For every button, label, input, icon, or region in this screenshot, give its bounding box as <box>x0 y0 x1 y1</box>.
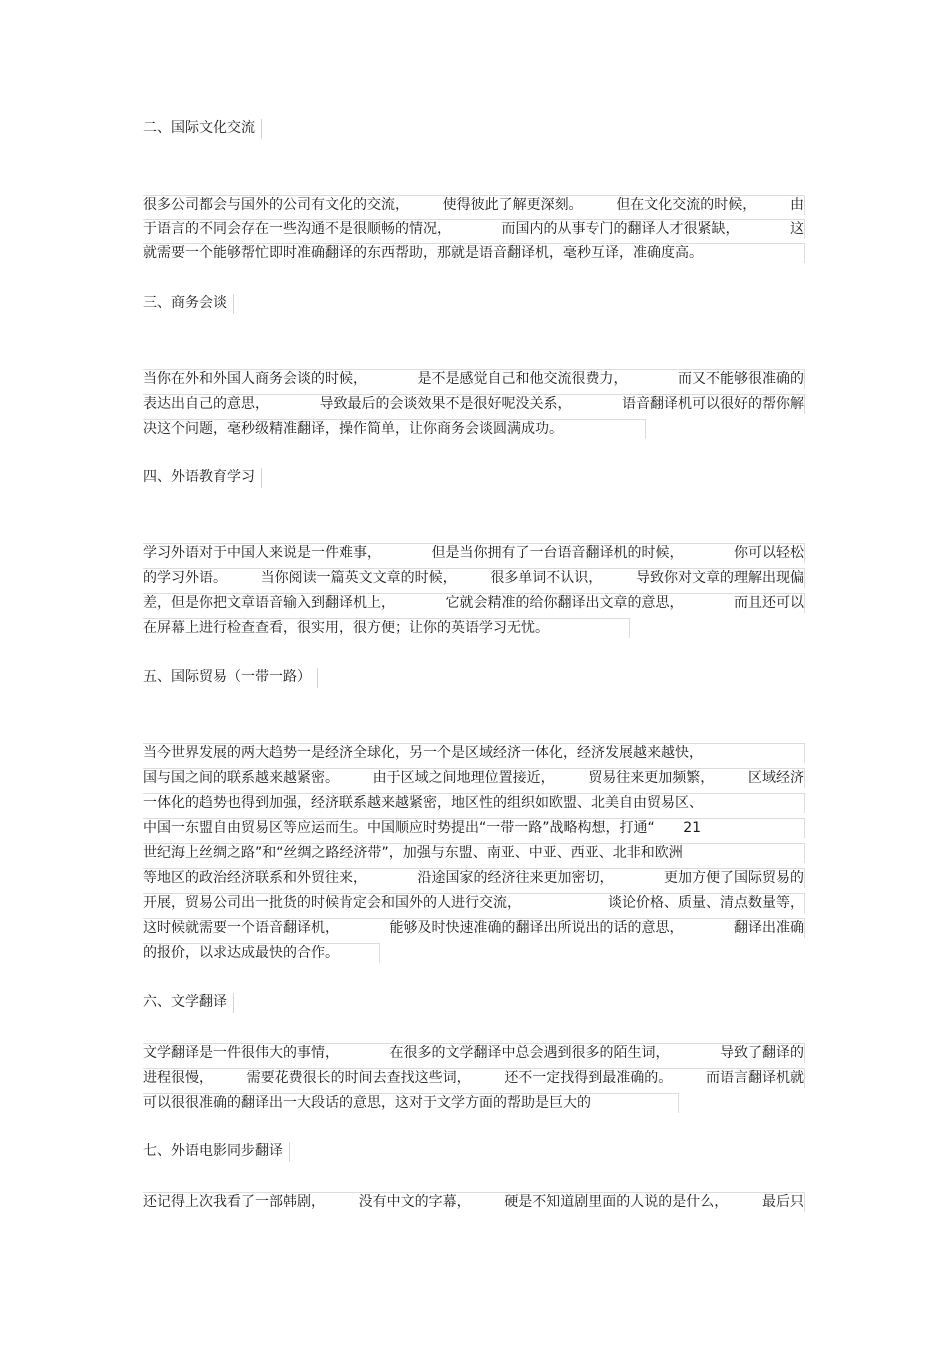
text-segment: 区域经济 <box>747 770 804 786</box>
text-segment: 由于区域之间地理位置接近， <box>372 770 555 786</box>
text-segment: 但是当你拥有了一台语音翻译机的时候， <box>431 545 684 561</box>
text-segment: 翻译出准确 <box>734 920 804 936</box>
text-segment: 而国内的从事专门的翻译人才很紧缺， <box>501 221 740 237</box>
section-heading: 二、国际文化交流 <box>143 119 262 139</box>
text-segment: 导致你对文章的理解出现偏 <box>635 570 804 586</box>
text-segment: 贸易往来更加频繁， <box>588 770 715 786</box>
text-segment: 你可以轻松 <box>734 545 804 561</box>
text-segment: 进程很慢， <box>143 1070 213 1086</box>
paragraph-line <box>143 943 380 963</box>
text-segment: 就需要一个能够帮忙即时准确翻译的东西帮助，那就是语音翻译机，毫秒互译，准确度高。 <box>143 245 703 261</box>
text-segment: 当今世界发展的两大趋势一是经济全球化，另一个是区域经济一体化，经济发展越来越快， <box>143 745 703 761</box>
section-heading: 四、外语教育学习 <box>143 468 262 488</box>
text-segment: 可以很很准确的翻译出一大段话的意思，这对于文学方面的帮助是巨大的 <box>143 1095 591 1111</box>
text-segment: 由 <box>789 197 804 213</box>
paragraph-line <box>143 243 805 263</box>
text-segment: 的学习外语。 <box>143 570 227 586</box>
text-segment: 而且还可以 <box>734 595 804 611</box>
paragraph-line <box>143 394 805 414</box>
text-segment: 的报价，以求达成最快的合作。 <box>143 945 339 961</box>
paragraph-line <box>143 219 805 239</box>
paragraph-line <box>143 793 805 813</box>
paragraph-line <box>143 1192 805 1212</box>
text-segment: 是不是感觉自己和他交流很费力， <box>417 371 628 387</box>
text-segment: 还记得上次我看了一部韩剧， <box>143 1194 325 1210</box>
text-segment: 需要花费很长的时间去查找这些词， <box>246 1070 471 1086</box>
paragraph-line <box>143 543 805 563</box>
paragraph-line <box>143 1068 805 1088</box>
paragraph-line <box>143 743 805 763</box>
text-segment: 导致最后的会谈效果不是很好呢没关系， <box>319 396 572 412</box>
paragraph-line <box>143 593 805 613</box>
text-segment: 没有中文的字幕， <box>358 1194 471 1210</box>
text-segment: 在屏幕上进行检查查看，很实用，很方便；让你的英语学习无忧。 <box>143 620 549 636</box>
text-segment: 而语言翻译机就 <box>705 1070 804 1086</box>
paragraph-line <box>143 843 805 863</box>
text-segment: 更加方便了国际贸易的 <box>664 870 804 886</box>
paragraph-line <box>143 918 805 938</box>
text-segment: 于语言的不同会存在一些沟通不是很顺畅的情况， <box>143 221 451 237</box>
paragraph-line <box>143 893 805 913</box>
paragraph-line <box>143 1043 805 1063</box>
text-segment: 中国一东盟自由贸易区等应运而生。中国顺应时势提出“一带一路”战略构想，打通“ <box>143 820 655 836</box>
section-heading: 六、文学翻译 <box>143 993 234 1013</box>
paragraph-line <box>143 369 805 389</box>
text-segment: 导致了翻译的 <box>720 1045 804 1061</box>
paragraph-line <box>143 195 805 215</box>
text-segment: 等地区的政治经济联系和外贸往来， <box>143 870 367 886</box>
text-segment: 还不一定找得到最准确的。 <box>504 1070 673 1086</box>
text-segment: 在很多的文学翻译中总会遇到很多的陌生词， <box>389 1045 670 1061</box>
paragraph-line <box>143 419 646 439</box>
text-segment: 最后只 <box>761 1194 804 1210</box>
section-heading: 五、国际贸易（一带一路） <box>143 668 318 688</box>
text-segment: 这 <box>790 221 804 237</box>
paragraph-line <box>143 818 805 838</box>
text-segment: 能够及时快速准确的翻译出所说出的话的意思， <box>389 920 684 936</box>
text-segment: 很多单词不认识， <box>490 570 603 586</box>
paragraph-line <box>143 868 805 888</box>
text-segment: 谈论价格、质量、清点数量等， <box>608 895 804 911</box>
text-segment: 开展，贸易公司出一批货的时候肯定会和国外的人进行交流， <box>143 895 521 911</box>
text-segment: 沿途国家的经济往来更加密切， <box>417 870 614 886</box>
paragraph-line <box>143 568 805 588</box>
text-segment: 硬是不知道剧里面的人说的是什么， <box>504 1194 729 1210</box>
text-segment: 而又不能够很准确的 <box>678 371 804 387</box>
text-segment: 21 <box>683 820 702 836</box>
text-segment: 当你阅读一篇英文文章的时候， <box>260 570 457 586</box>
section-heading: 七、外语电影同步翻译 <box>143 1142 290 1162</box>
paragraph-line <box>143 618 630 638</box>
text-segment: 语音翻译机可以很好的帮你解 <box>622 396 804 412</box>
text-segment: 差，但是你把文章语音输入到翻译机上， <box>143 595 395 611</box>
text-segment: 一体化的趋势也得到加强，经济联系越来越紧密，地区性的组织如欧盟、北美自由贸易区、 <box>143 795 703 811</box>
section-heading: 三、商务会谈 <box>143 294 234 314</box>
text-segment: 使得彼此了解更深刻。 <box>442 197 583 213</box>
text-segment: 表达出自己的意思， <box>143 396 269 412</box>
text-segment: 学习外语对于中国人来说是一件难事， <box>143 545 381 561</box>
text-segment: 但在文化交流的时候， <box>616 197 757 213</box>
text-segment: 很多公司都会与国外的公司有文化的交流， <box>143 197 409 213</box>
text-segment: 世纪海上丝绸之路”和“丝绸之路经济带”，加强与东盟、南亚、中亚、西亚、北非和欧洲 <box>143 845 683 861</box>
paragraph-line <box>143 768 805 788</box>
text-segment: 决这个问题，毫秒级精准翻译，操作简单，让你商务会谈圆满成功。 <box>143 421 563 437</box>
text-segment: 这时候就需要一个语音翻译机， <box>143 920 339 936</box>
text-segment: 国与国之间的联系越来越紧密。 <box>143 770 339 786</box>
text-segment: 文学翻译是一件很伟大的事情， <box>143 1045 339 1061</box>
text-segment: 当你在外和外国人商务会谈的时候， <box>143 371 367 387</box>
paragraph-line <box>143 1093 679 1113</box>
text-segment: 它就会精准的给你翻译出文章的意思， <box>445 595 684 611</box>
